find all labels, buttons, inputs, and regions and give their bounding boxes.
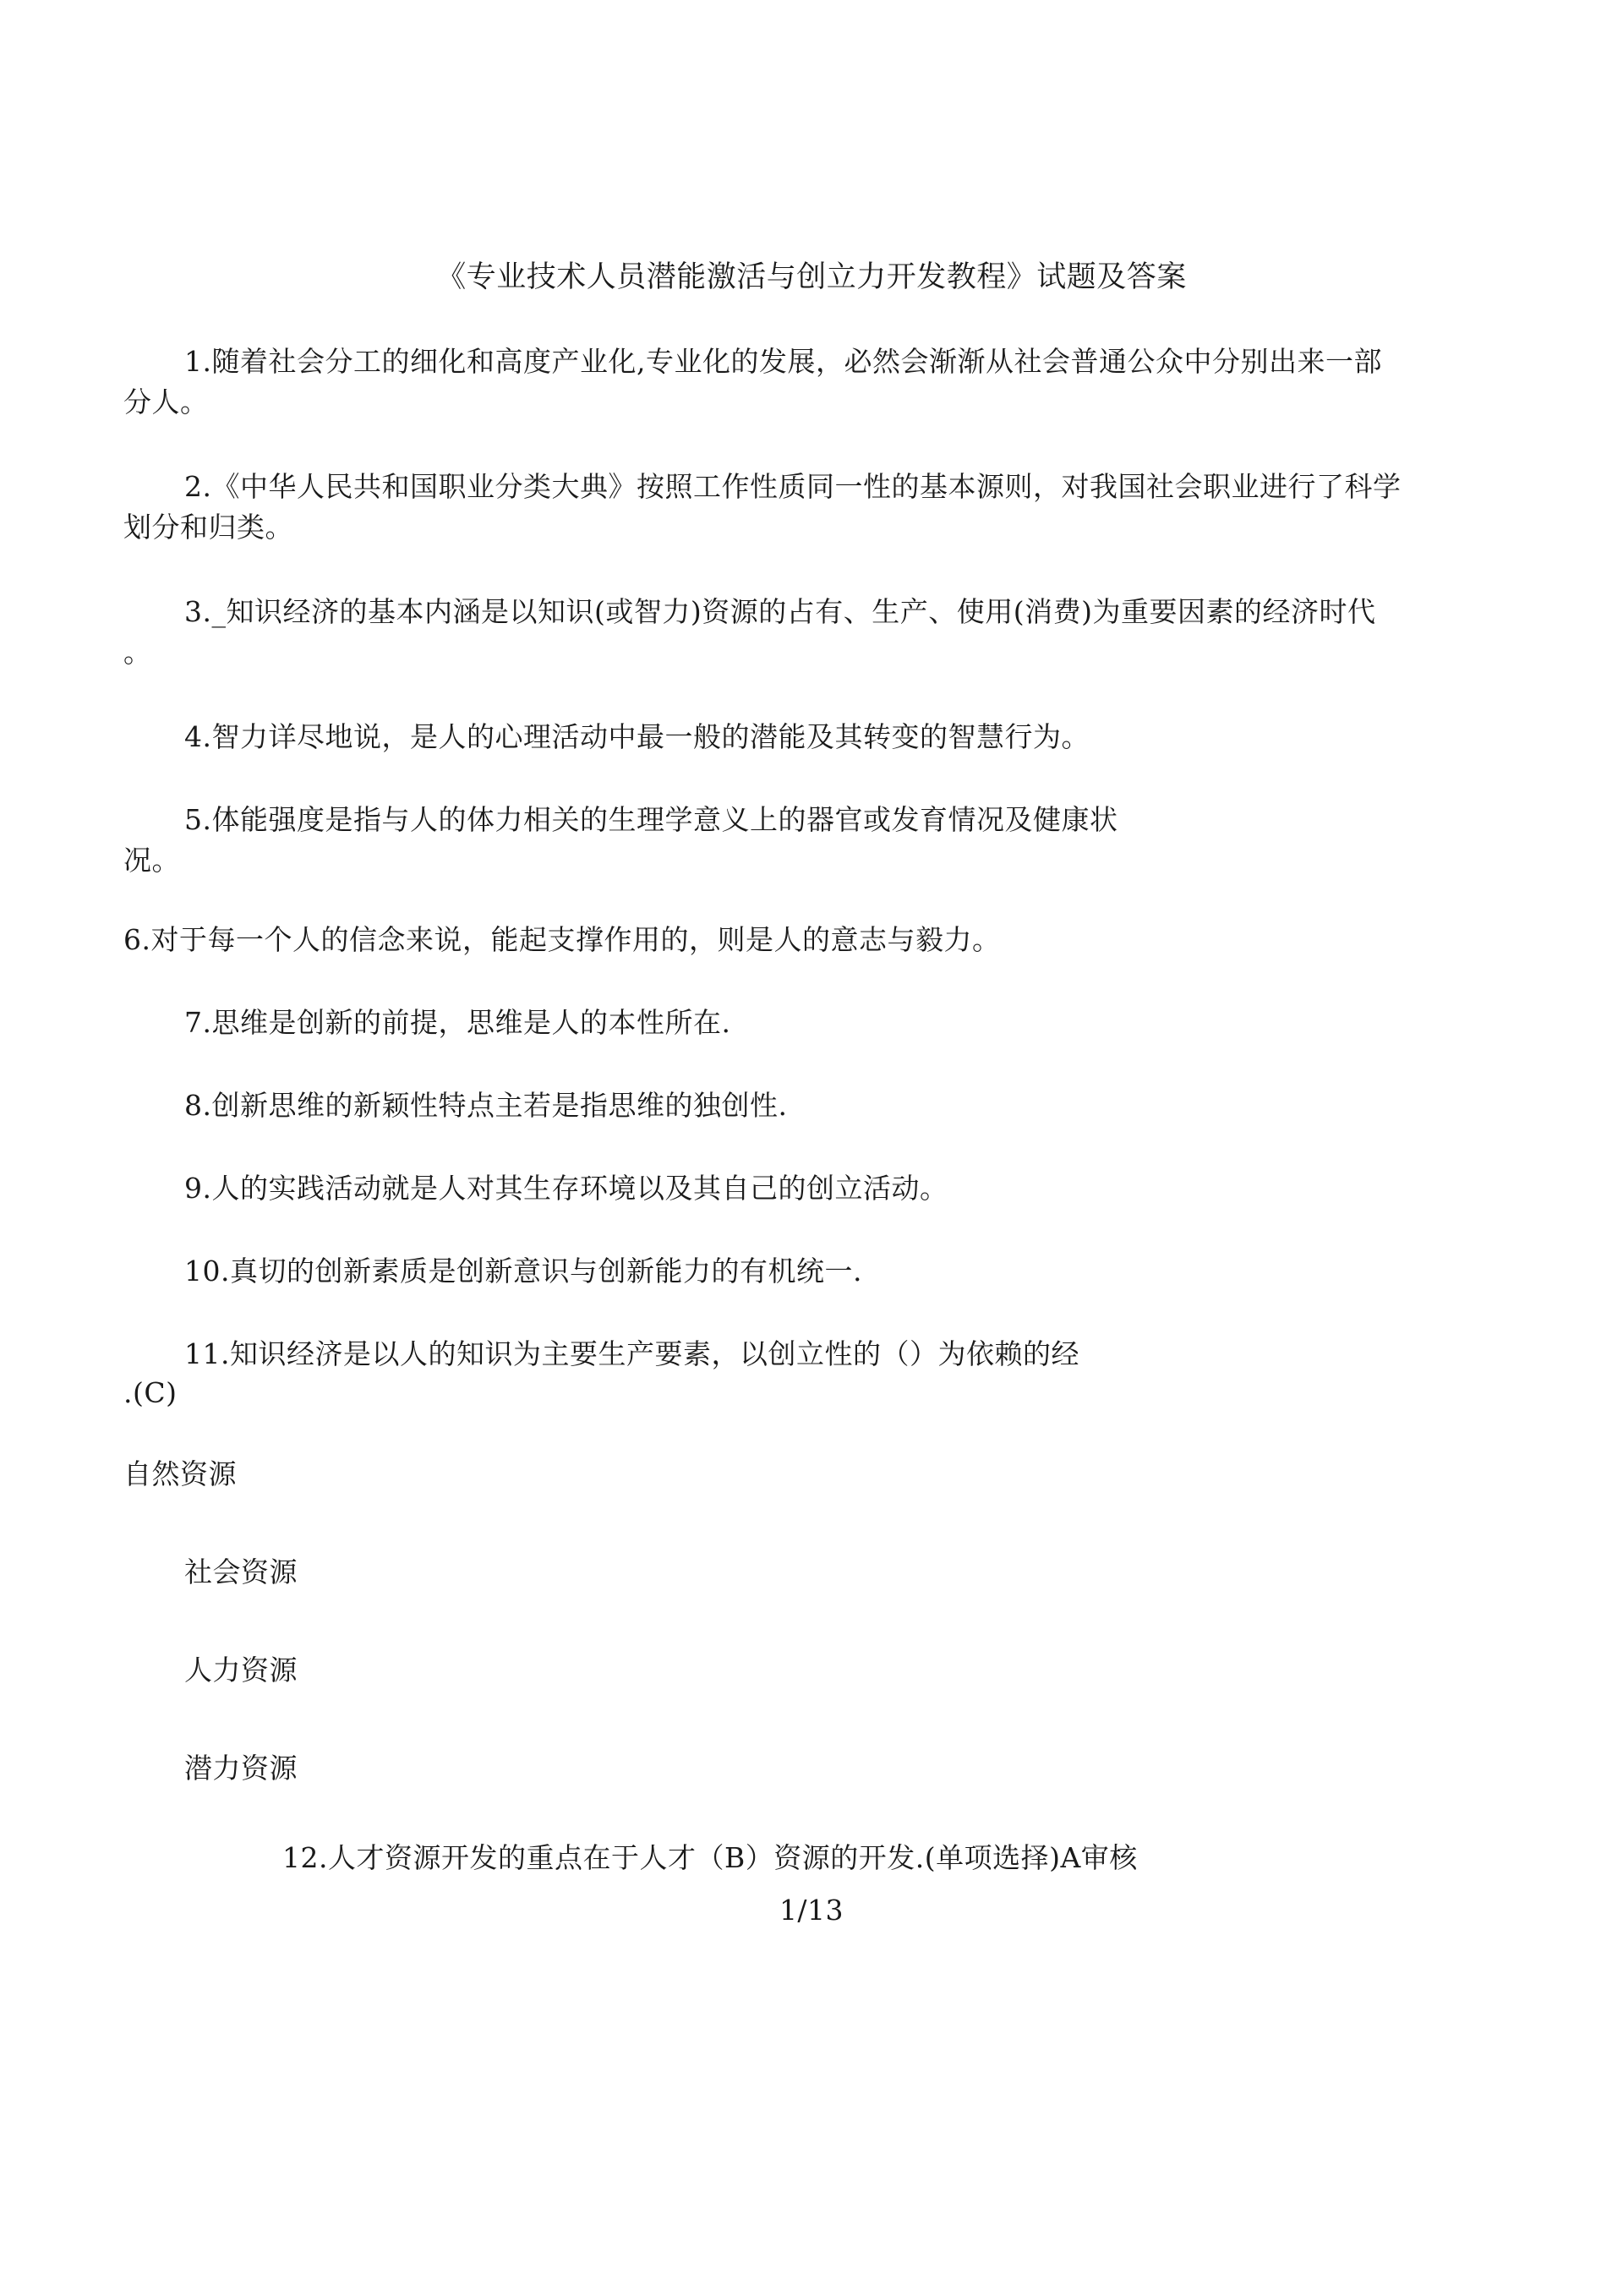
question-11-option-b: 社会资源	[184, 1555, 298, 1588]
question-3-line-2: 。	[123, 636, 152, 669]
question-6: 6.对于每一个人的信念来说，能起支撑作用的，则是人的意志与毅力。	[123, 923, 1001, 956]
question-11-option-d: 潜力资源	[184, 1752, 298, 1785]
question-11-line-1: 11.知识经济是以人的知识为主要生产要素，以创立性的（）为依赖的经	[184, 1337, 1079, 1370]
question-10: 10.真切的创新素质是创新意识与创新能力的有机统一.	[184, 1255, 862, 1287]
question-11-option-c: 人力资源	[184, 1654, 298, 1686]
question-11-option-a: 自然资源	[123, 1457, 237, 1490]
question-2-line-1: 2.《中华人民共和国职业分类大典》按照工作性质同一性的基本源则，对我国社会职业进行了科学	[184, 470, 1402, 503]
page-number: 1/13	[779, 1894, 844, 1927]
question-2-line-2: 划分和归类。	[123, 511, 293, 544]
question-5-line-2: 况。	[123, 844, 180, 877]
question-3-line-1: 3._知识经济的基本内涵是以知识(或智力)资源的占有、生产、使用(消费)为重要因素的经济时代	[184, 595, 1376, 628]
question-9: 9.人的实践活动就是人对其生存环境以及其自己的创立活动。	[184, 1172, 948, 1205]
question-12: 12.人才资源开发的重点在于人才（B）资源的开发.(单项选择)A审核	[282, 1841, 1138, 1874]
question-8: 8.创新思维的新颖性特点主若是指思维的独创性.	[184, 1089, 788, 1122]
question-7: 7.思维是创新的前提，思维是人的本性所在.	[184, 1006, 731, 1039]
question-4: 4.智力详尽地说，是人的心理活动中最一般的潜能及其转变的智慧行为。	[184, 720, 1090, 753]
question-1-line-1: 1.随着社会分工的细化和高度产业化,专业化的发展，必然会渐渐从社会普通公众中分别出来一部	[184, 345, 1382, 378]
question-1-line-2: 分人。	[123, 385, 209, 418]
document-title: 《专业技术人员潜能激活与创立力开发教程》试题及答案	[436, 260, 1187, 294]
question-5-line-1: 5.体能强度是指与人的体力相关的生理学意义上的器官或发育情况及健康状	[184, 803, 1118, 836]
question-11-line-2: .(C)	[123, 1376, 178, 1409]
